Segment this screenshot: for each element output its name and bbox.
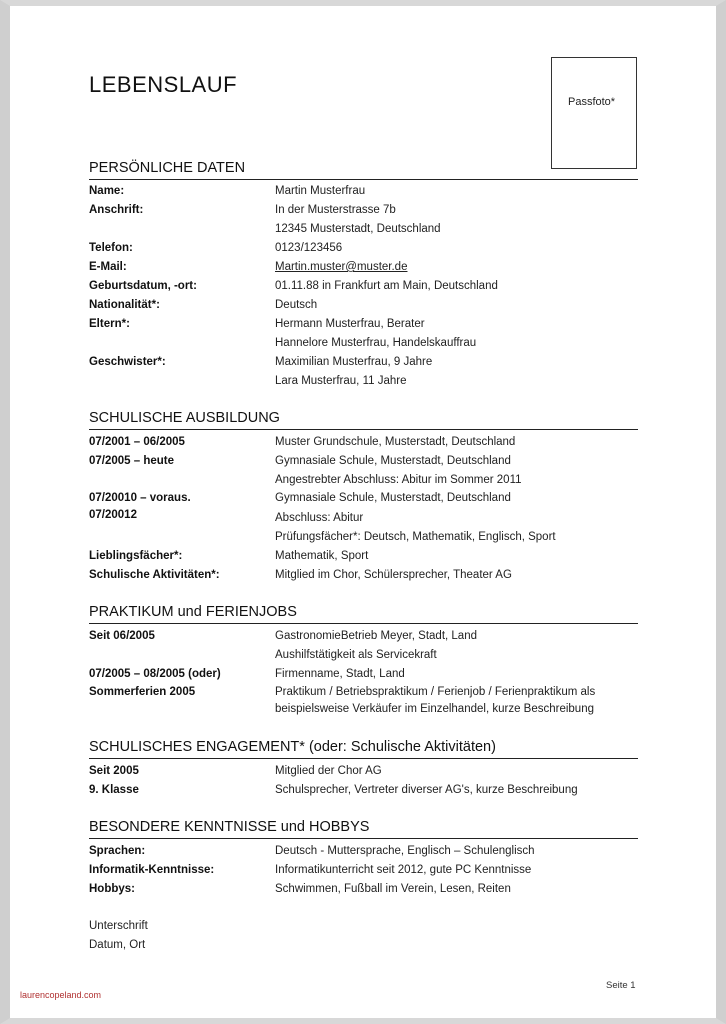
photo-label: Passfoto* [568, 96, 616, 108]
date-place-label: Datum, Ort [89, 939, 146, 951]
school-row3-label-line2: 07/20012 [89, 509, 137, 521]
parents-line2: Hannelore Musterfrau, Handelskauffrau [275, 337, 477, 349]
school-row3-line1: Gymnasiale Schule, Musterstadt, Deutschland [275, 492, 511, 504]
it-skills-value: Informatikunterricht seit 2012, gute PC Kenntnisse [275, 864, 532, 876]
nationality-label: Nationalität*: [89, 299, 160, 311]
section-heading-school: SCHULISCHE AUSBILDUNG [89, 410, 638, 430]
engagement-row2-label: 9. Klasse [89, 784, 139, 796]
phone-value: 0123/123456 [275, 242, 343, 254]
address-line2: 12345 Musterstadt, Deutschland [275, 223, 441, 235]
page-number: Seite 1 [606, 980, 636, 991]
hobbies-value: Schwimmen, Fußball im Verein, Lesen, Reiten [275, 883, 511, 895]
section-heading-skills: BESONDERE KENNTNISSE und HOBBYS [89, 819, 638, 839]
parents-label: Eltern*: [89, 318, 130, 330]
address-line1: In der Musterstrasse 7b [275, 204, 396, 216]
internship-row1-line1: GastronomieBetrieb Meyer, Stadt, Land [275, 630, 477, 642]
engagement-row1-label: Seit 2005 [89, 765, 139, 777]
email-label: E-Mail: [89, 261, 127, 273]
phone-label: Telefon: [89, 242, 133, 254]
engagement-row2-value: Schulsprecher, Vertreter diverser AG's, kurze Beschreibung [275, 784, 578, 796]
nationality-value: Deutsch [275, 299, 318, 311]
internship-row1-line2: Aushilfstätigkeit als Servicekraft [275, 649, 437, 661]
school-row3-line2: Abschluss: Abitur [275, 512, 364, 524]
section-heading-internship: PRAKTIKUM und FERIENJOBS [89, 604, 638, 624]
internship-row2-line1: Firmenname, Stadt, Land [275, 668, 405, 680]
favourite-subjects-label: Lieblingsfächer*: [89, 550, 183, 562]
watermark-text: laurencopeland.com [20, 990, 102, 1000]
signature-label: Unterschrift [89, 920, 148, 932]
school-row2-label: 07/2005 – heute [89, 455, 175, 467]
name-label: Name: [89, 185, 125, 197]
internship-row2-label-line2: Sommerferien 2005 [89, 686, 196, 698]
email-link[interactable]: Martin.muster@muster.de [275, 261, 408, 273]
school-row2-line2: Angestrebter Abschluss: Abitur im Sommer 2011 [275, 474, 522, 486]
internship-row2-line2: Praktikum / Betriebspraktikum / Ferienjob / Ferienpraktikum als [275, 686, 596, 698]
languages-value: Deutsch - Muttersprache, Englisch – Schulenglisch [275, 845, 535, 857]
photo-placeholder [551, 57, 637, 169]
school-row1-value: Muster Grundschule, Musterstadt, Deutschland [275, 436, 516, 448]
section-heading-personal: PERSÖNLICHE DATEN [89, 160, 638, 180]
school-row3-label-line1: 07/20010 – voraus. [89, 492, 191, 504]
internship-row1-label: Seit 06/2005 [89, 630, 155, 642]
parents-line1: Hermann Musterfrau, Berater [275, 318, 425, 330]
school-activities-value: Mitglied im Chor, Schülersprecher, Theater AG [275, 569, 512, 581]
birth-label: Geburtsdatum, -ort: [89, 280, 197, 292]
languages-label: Sprachen: [89, 845, 146, 857]
school-row1-label: 07/2001 – 06/2005 [89, 436, 185, 448]
siblings-line1: Maximilian Musterfrau, 9 Jahre [275, 356, 433, 368]
school-activities-label: Schulische Aktivitäten*: [89, 569, 220, 581]
birth-value: 01.11.88 in Frankfurt am Main, Deutschland [275, 280, 498, 292]
page-title: LEBENSLAUF [89, 72, 238, 97]
favourite-subjects-value: Mathematik, Sport [275, 550, 369, 562]
it-skills-label: Informatik-Kenntnisse: [89, 864, 215, 876]
name-value: Martin Musterfrau [275, 185, 366, 197]
section-heading-engagement: SCHULISCHES ENGAGEMENT* (oder: Schulische Aktivitäten) [89, 739, 638, 759]
siblings-line2: Lara Musterfrau, 11 Jahre [275, 375, 407, 387]
engagement-row1-value: Mitglied der Chor AG [275, 765, 382, 777]
internship-row2-label-line1: 07/2005 – 08/2005 (oder) [89, 668, 221, 680]
address-label: Anschrift: [89, 204, 144, 216]
internship-row2-line3: beispielsweise Verkäufer im Einzelhandel, kurze Beschreibung [275, 703, 594, 715]
school-row2-line1: Gymnasiale Schule, Musterstadt, Deutschland [275, 455, 511, 467]
school-row3-line3: Prüfungsfächer*: Deutsch, Mathematik, Englisch, Sport [275, 531, 556, 543]
hobbies-label: Hobbys: [89, 883, 135, 895]
siblings-label: Geschwister*: [89, 356, 166, 368]
